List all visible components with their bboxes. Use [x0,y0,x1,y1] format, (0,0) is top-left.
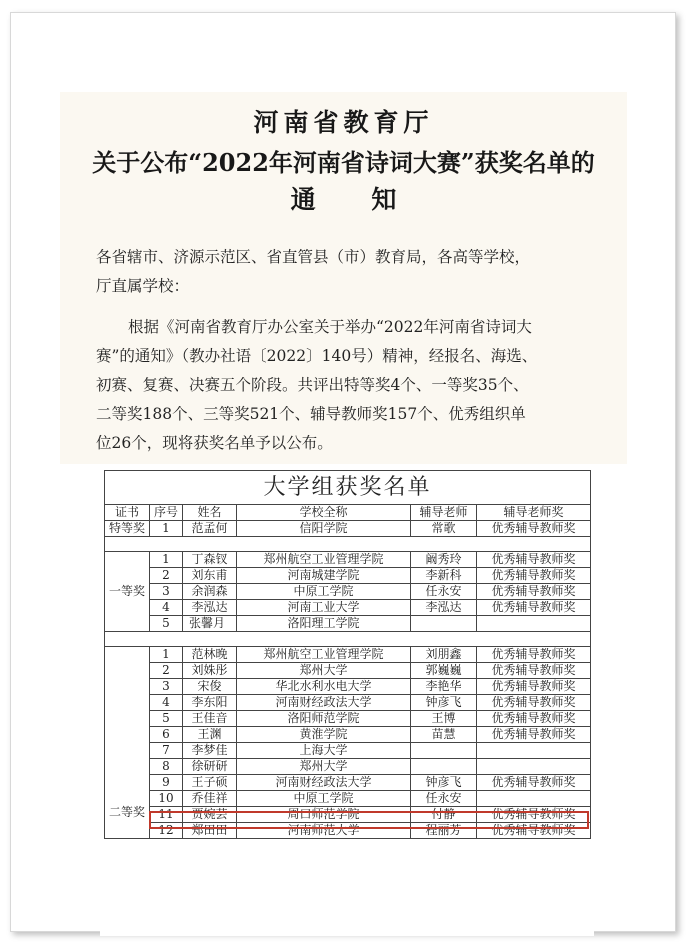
student-name: 李泓达 [183,600,237,616]
table-row [105,679,591,695]
col-header-name: 姓名 [183,505,237,521]
teacher-award [477,616,591,632]
row-number: 1 [150,521,183,537]
school-name: 河南财经政法大学 [237,775,411,791]
row-number: 2 [150,663,183,679]
teacher-award [477,759,591,775]
student-name: 丁森钗 [183,552,237,568]
school-name: 洛阳理工学院 [237,616,411,632]
teacher-award: 优秀辅导教师奖 [477,711,591,727]
teacher-award: 优秀辅导教师奖 [477,552,591,568]
teacher-name: 钟彦飞 [411,775,477,791]
student-name: 乔佳祥 [183,791,237,807]
teacher-award: 优秀辅导教师奖 [477,521,591,537]
teacher-award: 优秀辅导教师奖 [477,568,591,584]
table-row [105,552,591,568]
row-number: 9 [150,775,183,791]
addressee-line-2: 厅直属学校： [96,277,190,295]
notice-subject: 关于公布“2022年河南省诗词大赛”获奖名单的 [92,148,595,177]
doc-type-char-1: 通 [290,185,316,214]
school-name: 信阳学院 [237,521,411,537]
row-number: 5 [150,711,183,727]
table-row-highlighted [105,807,591,823]
teacher-name: 程丽芳 [411,823,477,839]
teacher-name: 王博 [411,711,477,727]
school-name: 郑州航空工业管理学院 [237,552,411,568]
award-list-table [104,470,591,839]
teacher-name: 付静 [411,807,477,823]
section-spacer [105,632,591,647]
col-header-school: 学校全称 [237,505,411,521]
table-row [105,743,591,759]
student-name: 王渊 [183,727,237,743]
row-number: 10 [150,791,183,807]
row-number: 2 [150,568,183,584]
school-name: 郑州大学 [237,663,411,679]
table-row [105,711,591,727]
school-name: 河南城建学院 [237,568,411,584]
school-name: 中原工学院 [237,584,411,600]
school-name: 郑州航空工业管理学院 [237,647,411,663]
table-row [105,775,591,791]
teacher-award [477,743,591,759]
addressee-line-1: 各省辖市、济源示范区、省直管县（市）教育局，各高等学校， [96,248,531,266]
col-header-teacher: 辅导老师 [411,505,477,521]
school-name: 上海大学 [237,743,411,759]
teacher-award: 优秀辅导教师奖 [477,647,591,663]
student-name: 李东阳 [183,695,237,711]
body-paragraph-line-5: 位26个，现将获奖名单予以公布。 [96,434,333,452]
row-number: 3 [150,584,183,600]
notice-doc-type [0,180,687,216]
col-header-certificate: 证书 [105,505,150,521]
school-name: 中原工学院 [237,791,411,807]
issuing-authority: 河南省教育厅 [253,108,434,137]
school-name: 周口师范学院 [237,807,411,823]
teacher-name: 李泓达 [411,600,477,616]
row-number: 4 [150,600,183,616]
teacher-name: 常歌 [411,521,477,537]
school-name: 河南工业大学 [237,600,411,616]
teacher-name: 钟彦飞 [411,695,477,711]
section-spacer [105,537,591,552]
col-header-teacher-award: 辅导老师奖 [477,505,591,521]
student-name: 贾婉芸 [183,807,237,823]
teacher-name: 苗慧 [411,727,477,743]
row-number: 7 [150,743,183,759]
table-row [105,521,591,537]
school-name: 华北水利水电大学 [237,679,411,695]
teacher-name [411,743,477,759]
teacher-award: 优秀辅导教师奖 [477,807,591,823]
body-paragraph-line-3: 初赛、复赛、决赛五个阶段。共评出特等奖4个、一等奖35个、 [96,376,529,394]
table-row [105,568,591,584]
student-name: 王佳音 [183,711,237,727]
teacher-name: 任永安 [411,791,477,807]
teacher-award: 优秀辅导教师奖 [477,663,591,679]
teacher-name: 任永安 [411,584,477,600]
table-row [105,759,591,775]
teacher-name: 阚秀玲 [411,552,477,568]
school-name: 黄淮学院 [237,727,411,743]
prize-level: 一等奖 [105,552,150,632]
table-row [105,616,591,632]
row-number: 1 [150,647,183,663]
student-name: 余润森 [183,584,237,600]
body-paragraph-line-4: 二等奖188个、三等奖521个、辅导教师奖157个、优秀组织单 [96,405,526,423]
row-number: 1 [150,552,183,568]
teacher-award: 优秀辅导教师奖 [477,679,591,695]
table-header-row [105,505,591,521]
table-row [105,823,591,839]
prize-level: 二等奖 [105,647,150,839]
prize-level: 特等奖 [105,521,150,537]
teacher-name [411,616,477,632]
table-row [105,695,591,711]
row-number: 6 [150,727,183,743]
teacher-name: 刘朋鑫 [411,647,477,663]
table-caption: 大学组获奖名单 [105,471,591,505]
col-header-number: 序号 [150,505,183,521]
student-name: 刘姝彤 [183,663,237,679]
teacher-name: 郭巍巍 [411,663,477,679]
student-name: 范孟何 [183,521,237,537]
teacher-award: 优秀辅导教师奖 [477,727,591,743]
teacher-award: 优秀辅导教师奖 [477,823,591,839]
school-name: 郑州大学 [237,759,411,775]
student-name: 王子硕 [183,775,237,791]
student-name: 张馨月 [183,616,237,632]
teacher-award: 优秀辅导教师奖 [477,600,591,616]
school-name: 洛阳师范学院 [237,711,411,727]
teacher-name [411,759,477,775]
teacher-award: 优秀辅导教师奖 [477,775,591,791]
student-name: 刘东甫 [183,568,237,584]
table-row [105,791,591,807]
student-name: 郑田田 [183,823,237,839]
page-cutoff [100,846,594,936]
student-name: 李梦佳 [183,743,237,759]
doc-type-char-2: 知 [371,185,397,214]
student-name: 范林晚 [183,647,237,663]
row-number: 12 [150,823,183,839]
body-paragraph-line-2: 赛”的通知》（教办社语〔2022〕140号）精神，经报名、海选、 [96,347,538,365]
row-number: 11 [150,807,183,823]
student-name: 宋俊 [183,679,237,695]
table-row [105,647,591,663]
student-name: 徐研研 [183,759,237,775]
teacher-award [477,791,591,807]
table-row [105,584,591,600]
table-row [105,600,591,616]
row-number: 4 [150,695,183,711]
school-name: 河南财经政法大学 [237,695,411,711]
body-paragraph-line-1: 根据《河南省教育厅办公室关于举办“2022年河南省诗词大 [128,318,532,336]
teacher-name: 李艳华 [411,679,477,695]
teacher-award: 优秀辅导教师奖 [477,584,591,600]
table-row [105,727,591,743]
row-number: 8 [150,759,183,775]
teacher-name: 李新科 [411,568,477,584]
table-row [105,663,591,679]
teacher-award: 优秀辅导教师奖 [477,695,591,711]
school-name: 河南师范大学 [237,823,411,839]
table-caption-row [105,471,591,505]
row-number: 3 [150,679,183,695]
row-number: 5 [150,616,183,632]
